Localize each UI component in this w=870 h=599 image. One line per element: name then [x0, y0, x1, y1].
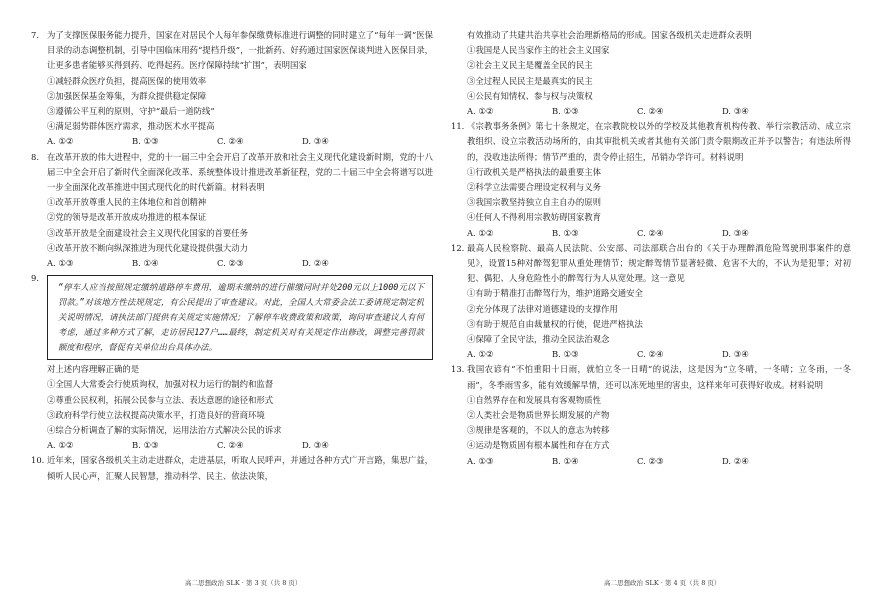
question-7 — [33, 28, 433, 150]
choice-c: C. ②④ — [217, 440, 244, 451]
choice-d: D. ③④ — [302, 136, 329, 147]
left-column — [33, 28, 433, 484]
option: ③有助于规范自由裁量权的行使，促进严格执法 — [467, 318, 643, 329]
question-8 — [33, 150, 433, 272]
option: ④公民有知情权、参与权与决策权 — [467, 90, 593, 101]
option: ③我国宗教坚持独立自主自办的原则 — [467, 197, 601, 208]
question-stem: 为了支撑医保服务能力提升，国家在对居民个人每年参保缴费标准进行调整的同时建立了“每年一调”医保目录的动态调整机制，引导中国临床用药“提档升级”，一批新药、好药通过国家医保谈判进入医保目录，让更多患者能够买得到药、吃得起药。医疗保障持续“扩围”，表明国家 — [47, 30, 433, 71]
option: ①自然界存在和发展具有客观物质性 — [467, 394, 601, 405]
choice-d: D. ③④ — [302, 440, 329, 451]
choice-a: A. ①③ — [47, 258, 74, 269]
choice-a: A. ①② — [47, 440, 74, 451]
question-11 — [453, 119, 851, 241]
option: ②党的领导是改革开放成功推进的根本保证 — [47, 212, 207, 223]
option: ①行政机关是严格执法的最重要主体 — [467, 166, 601, 177]
choice-a: A. ①② — [467, 106, 494, 117]
choice-d: D. ③④ — [722, 106, 749, 117]
question-number: 8. — [31, 151, 39, 162]
option: ③规律是客观的，不以人的意志为转移 — [467, 425, 610, 436]
question-number: 13. — [451, 364, 465, 375]
question-9 — [33, 271, 433, 453]
option: ②科学立法需要合理设定权利与义务 — [467, 182, 601, 193]
question-stem: 在改革开放的伟大进程中，党的十一届三中全会开启了改革开放和社会主义现代化建设新时期，党的十八届三中全会开启了新时代全面深化改革、系统整体设计推进改革新征程，党的二十届三中全会将谱写以进一步全面深化改革推进中国式现代化的时代新篇。材料表明 — [47, 151, 433, 193]
answer-choices — [453, 226, 851, 241]
option: ④任何人不得利用宗教妨碍国家教育 — [467, 212, 601, 223]
question-10-continued — [453, 28, 851, 119]
question-number: 9. — [31, 273, 39, 284]
option: ①我国是人民当家作主的社会主义国家 — [467, 45, 610, 56]
answer-choices — [453, 104, 851, 119]
choice-c: C. ②③ — [217, 258, 244, 269]
option: ①减轻群众医疗负担，提高医保的使用效率 — [47, 75, 207, 86]
option: ③遵循公平互利的原则，守护“最后一道防线” — [47, 106, 215, 117]
quote-box: “停车人应当按照规定缴纳道路停车费用，逾期未缴纳的进行催缴同时并处200元以上1000元以下罚款。”对该地方性法规规定，有公民提出了审查建议。对此，全国人大常委会法工委请规定制定机关说明情况，请执法部门提供有关规定实施情况；了解停车收费政策和政策，询问审查建议人有何考虑，通过多种方式了解，走访居民127户……最终，制定机关对有关规定作出修改，调整完善罚款额度和程序，督促有关单位出台具体办法。 — [47, 275, 433, 360]
option: ④满足弱势群体医疗需求，推动医术水平提高 — [47, 121, 215, 132]
page-footer-right: 高二思想政治 SLK · 第 4 页（共 8 页） — [604, 579, 721, 587]
choice-b: B. ①④ — [132, 258, 159, 269]
question-number: 11. — [451, 121, 465, 132]
answer-choices — [33, 134, 433, 149]
question-stem: 对上述内容理解正确的是 — [47, 364, 140, 375]
question-number: 7. — [31, 30, 39, 40]
option: ①改革开放尊重人民的主体地位和首创精神 — [47, 197, 207, 208]
option: ①有助于精准打击醉驾行为，维护道路交通安全 — [467, 288, 643, 299]
choice-b: B. ①③ — [552, 227, 579, 238]
question-10 — [33, 453, 433, 483]
choice-a: A. ①② — [47, 136, 74, 147]
question-stem: 最高人民检察院、最高人民法院、公安部、司法部联合出台的《关于办理醉酒危险驾驶刑事案件的意见》，设置15种对醉驾犯罪从重处理情节；规定醉驾情节显著轻微、危害不大的，不认为是犯罪；对初犯、偶犯、人身危险性小的醉驾行为人从宽处理。这一意见 — [467, 242, 851, 284]
answer-choices — [453, 347, 851, 362]
answer-choices — [33, 438, 433, 453]
question-stem: 近年来，国家各级机关主动走进群众，走进基层，听取人民呼声，并通过各种方式广开言路，集思广益，倾听人民心声，汇聚人民智慧，推动科学、民主、依法决策， — [47, 455, 433, 481]
choice-c: C. ②④ — [637, 227, 664, 238]
choice-b: B. ①③ — [132, 136, 159, 147]
choice-d: D. ②④ — [722, 455, 749, 466]
question-13 — [453, 362, 851, 468]
choice-d: D. ③④ — [722, 227, 749, 238]
right-column — [453, 28, 851, 469]
option: ④综合分析调查了解的实际情况，运用法治方式解决公民的诉求 — [47, 425, 282, 436]
option: ③全过程人民民主是最真实的民主 — [467, 75, 593, 86]
option: ④运动是物质固有根本属性和存在方式 — [467, 440, 610, 451]
option: ②社会主义民主是覆盖全民的民主 — [467, 60, 593, 71]
question-stem: 有效推动了共建共治共享社会治理新格局的形成。国家各级机关走进群众表明 — [467, 30, 752, 40]
choice-c: C. ②④ — [637, 349, 664, 360]
choice-d: D. ②④ — [302, 258, 329, 269]
choice-a: A. ①③ — [467, 455, 494, 466]
choice-b: B. ①③ — [552, 106, 579, 117]
question-stem: 《宗教事务条例》第七十条规定，在宗教院校以外的学校及其他教育机构传教、举行宗教活动、成立宗教组织、设立宗教活动场所的，由其审批机关或者其他有关部门责令限期改正并予以警告；有违法所得的，没收违法所得；情节严重的，责令停止招生，吊销办学许可。材料说明 — [467, 121, 851, 162]
choice-c: C. ②③ — [637, 455, 664, 466]
option: ②加强医保基金筹集，为群众提供稳定保障 — [47, 90, 207, 101]
option: ④保障了全民守法，推动全民法治观念 — [467, 334, 610, 345]
choice-c: C. ②④ — [637, 106, 664, 117]
page-footer-left: 高二思想政治 SLK · 第 3 页（共 8 页） — [185, 579, 302, 587]
question-12 — [453, 241, 851, 363]
choice-d: D. ③④ — [722, 349, 749, 360]
option: ②充分体现了法律对道德建设的支撑作用 — [467, 303, 618, 314]
choice-b: B. ①③ — [132, 440, 159, 451]
choice-c: C. ②④ — [217, 136, 244, 147]
choice-a: A. ①② — [467, 349, 494, 360]
option: ④改革开放不断向纵深推进为现代化建设提供强大动力 — [47, 242, 248, 253]
question-stem: 我国农谚有“不怕重阳十日雨，就怕立冬一日晴”的说法，这是因为“立冬晴，一冬晴；立冬雨，一冬雨”，冬季雨雪多，能有效缓解旱情，还可以冻死地里的害虫，这样来年可获得好收成。材料说明 — [467, 364, 851, 390]
choice-b: B. ①③ — [552, 349, 579, 360]
choice-b: B. ①④ — [552, 455, 579, 466]
option: ②人类社会是物质世界长期发展的产物 — [467, 410, 610, 421]
option: ③改革开放是全面建设社会主义现代化国家的首要任务 — [47, 227, 248, 238]
option: ③政府科学行使立法权提高决策水平，打造良好的营商环境 — [47, 409, 265, 420]
option: ①全国人大常委会行使质询权，加强对权力运行的制约和监督 — [47, 379, 274, 390]
answer-choices — [453, 454, 851, 469]
answer-choices — [33, 256, 433, 271]
choice-a: A. ①② — [467, 227, 494, 238]
question-number: 12. — [451, 242, 465, 253]
question-number: 10. — [31, 455, 45, 466]
option: ②尊重公民权利，拓展公民参与立法、表达意愿的途径和形式 — [47, 394, 274, 405]
